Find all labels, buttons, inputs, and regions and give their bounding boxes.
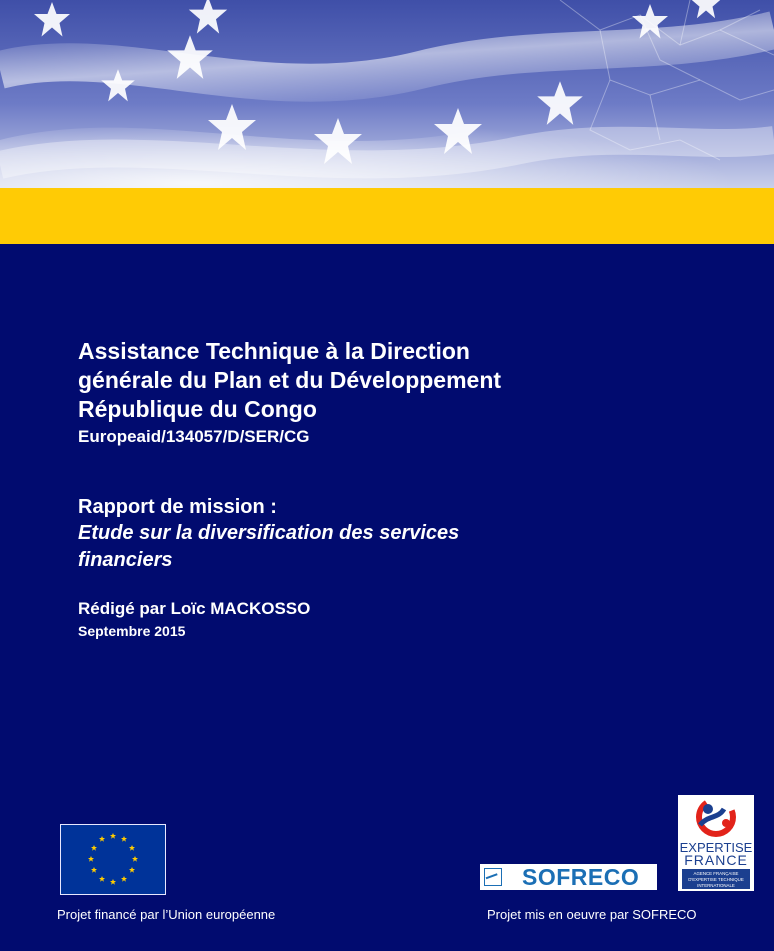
eu-funding-caption: Projet financé par l’Union européenne [57, 907, 276, 922]
sofreco-implementation-caption: Projet mis en oeuvre par SOFRECO [487, 907, 697, 922]
cover-title-line-1: Assistance Technique à la Direction [78, 338, 470, 364]
expertise-tagline-1: AGENCE FRANÇAISE [693, 871, 739, 876]
sofreco-mark-icon [484, 868, 502, 886]
report-date: Septembre 2015 [78, 623, 186, 639]
sofreco-logo [480, 864, 657, 890]
expertise-tagline-2: D'EXPERTISE TECHNIQUE [688, 877, 744, 882]
expertise-france-logo [678, 795, 754, 891]
sofreco-wordmark: SOFRECO [522, 864, 640, 890]
project-reference: Europeaid/134057/D/SER/CG [78, 427, 310, 446]
expertise-line-2: FRANCE [684, 852, 748, 868]
eu-flag-banner [0, 0, 774, 188]
expertise-france-emblem-icon [678, 795, 754, 891]
eu-flag-logo [60, 824, 166, 895]
expertise-line-1: EXPERTISE [679, 840, 753, 855]
report-subtitle-line-2: financiers [78, 549, 173, 571]
report-subtitle-line-1: Etude sur la diversification des services [78, 522, 460, 544]
yellow-band [0, 188, 774, 244]
report-label: Rapport de mission : [78, 496, 277, 518]
cover-title-line-3: République du Congo [78, 396, 317, 422]
expertise-tagline-3: INTERNATIONALE [697, 883, 735, 888]
eu-stars-icon [61, 825, 165, 894]
author: Rédigé par Loïc MACKOSSO [78, 599, 311, 618]
eu-flag-wave-illustration [0, 0, 774, 188]
cover-title-line-2: générale du Plan et du Développement [78, 367, 502, 393]
